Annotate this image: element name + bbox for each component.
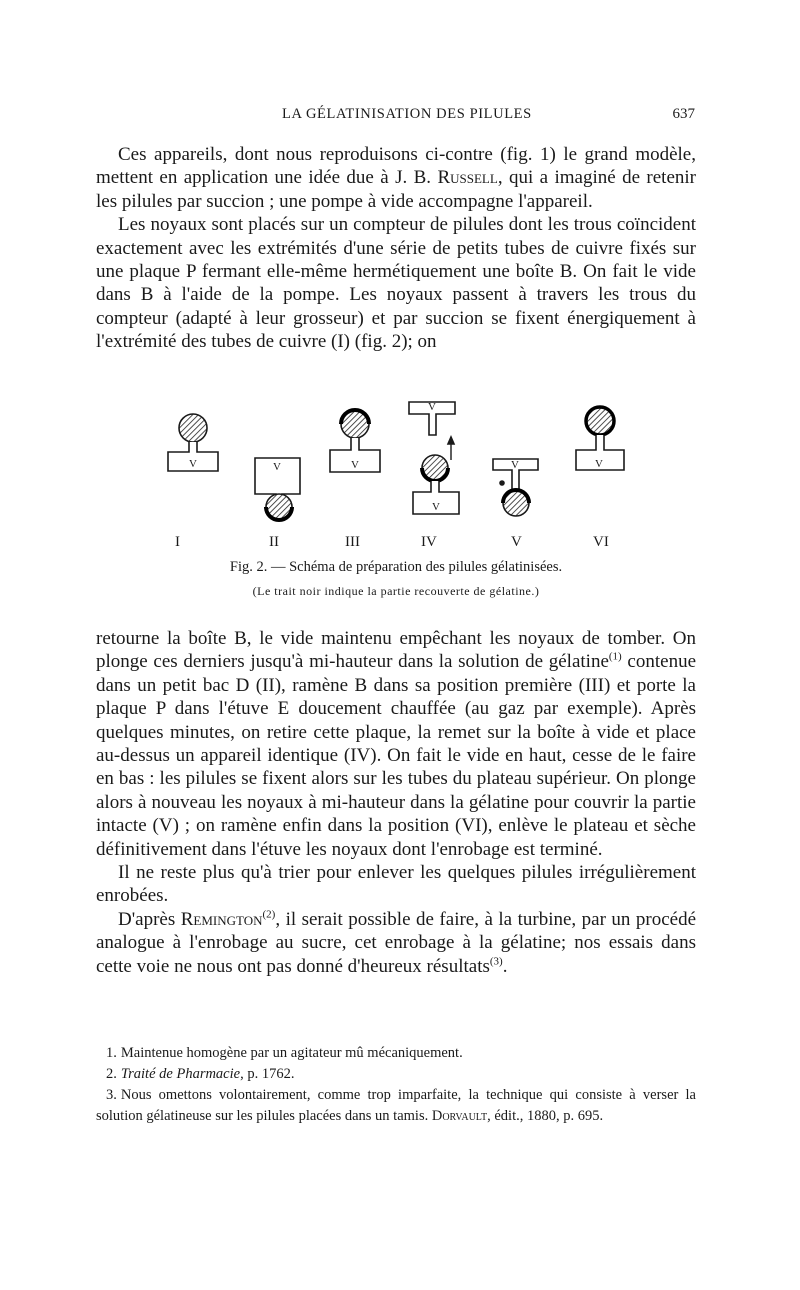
figure-caption-note: (Le trait noir indique la partie recouverte de gélatine.)	[252, 584, 540, 598]
figure-label-v: V	[511, 534, 522, 550]
box-label-v: V	[595, 458, 603, 470]
figure-label-i: I	[175, 534, 180, 550]
cited-title: Traité de Pharmacie	[120, 1066, 241, 1082]
body-text-top	[96, 143, 696, 354]
author-name: Remington	[180, 908, 263, 930]
author-name: Dorvault	[431, 1108, 488, 1124]
page-number: 637	[672, 106, 695, 122]
footnote-ref: (1)	[608, 651, 622, 664]
pill-diagram	[96, 392, 696, 552]
figure-2	[96, 392, 696, 617]
box-label-v: V	[432, 501, 440, 513]
figure-label-iii: III	[345, 534, 360, 550]
figure-label-iv: IV	[421, 534, 437, 550]
figure-label-vi: VI	[593, 534, 609, 550]
paragraph: Les noyaux sont placés sur un compteur de pilules dont les trous coïncident exactement avec les extrémités d'une série de petits tubes de cuivre fixés sur une plaque P fermant elle-même hermétiquement une boîte B. On fait le vide dans B à l'aide de la pompe. Les noyaux passent à travers les trous du compteur (adapté à leur grosseur) et par succion se fixent énergiquement à l'extrémité des tubes de cuivre (I) (fig. 2); on	[96, 214, 696, 353]
paragraph: D'après Remington$^{(2)}$, il serait possible de faire, à la turbine, par un procédé analogue à l'enrobage au sucre, cet enrobage à la gélatine; nos essais dans cette voie ne nous ont pas donné d'heureux résultats$^{(3)}$.	[96, 908, 696, 977]
box-label-v: V	[189, 458, 197, 470]
stage-iv-diagram	[409, 402, 459, 514]
author-name: Russell	[437, 167, 498, 189]
box-label-v: V	[351, 459, 359, 471]
body-text-bottom	[96, 627, 696, 978]
footnote-3: 3. Nous omettons volontairement, comme trop imparfaite, la technique qui consiste à verser la solution gélatineuse sur les pilules placées dans un tamis. Dorvault, édit., 1880, p. 695.	[96, 1087, 696, 1124]
footnote-2: 2. Traité de Pharmacie, p. 1762.	[106, 1066, 295, 1082]
running-title: LA GÉLATINISATION DES PILULES	[282, 106, 532, 122]
paragraph: Il ne reste plus qu'à trier pour enlever les quelques pilules irrégulièrement enrobées.	[96, 862, 696, 907]
figure-label-ii: II	[269, 534, 279, 550]
footnote-ref: (3)	[489, 955, 503, 968]
footnotes	[96, 1043, 696, 1127]
footnote-1: 1. Maintenue homogène par un agitateur mû mécaniquement.	[106, 1045, 463, 1061]
box-label-v: V	[428, 401, 436, 413]
footnote-ref: (2)	[262, 908, 276, 921]
box-label-v: V	[273, 461, 281, 473]
figure-caption: Fig. 2. — Schéma de préparation des pilules gélatinisées.	[229, 559, 563, 575]
box-label-v: V	[511, 459, 519, 471]
paragraph: Ces appareils, dont nous reproduisons ci-contre (fig. 1) le grand modèle, mettent en application une idée due à J. B. Russell, qui a imaginé de retenir les pilules par succion ; une pompe à vide accompagne l'appareil.	[96, 144, 696, 212]
page-header	[110, 106, 695, 130]
paragraph: retourne la boîte B, le vide maintenu empêchant les noyaux de tomber. On plonge ces derniers jusqu'à mi-hauteur dans la solution de gélatine$^{(1)}$ contenue dans un petit bac D (II), ramène B dans sa position première (III) et porte la plaque P dans l'étuve E doucement chauffée (au gaz par exemple). Après quelques minutes, on retire cette plaque, la remet sur la boîte à vide et place au-dessus un appareil identique (IV). On fait le vide en haut, cesse de le faire en bas : les pilules se fixent alors sur les tubes du plateau supérieur. On plonge alors à nouveau les noyaux à mi-hauteur dans la gélatine pour couvrir la partie intacte (V) ; on ramène enfin dans la position (VI), enlève le plateau et sèche définitivement dans l'étuve les noyaux dont l'enrobage est terminé.	[96, 628, 697, 860]
